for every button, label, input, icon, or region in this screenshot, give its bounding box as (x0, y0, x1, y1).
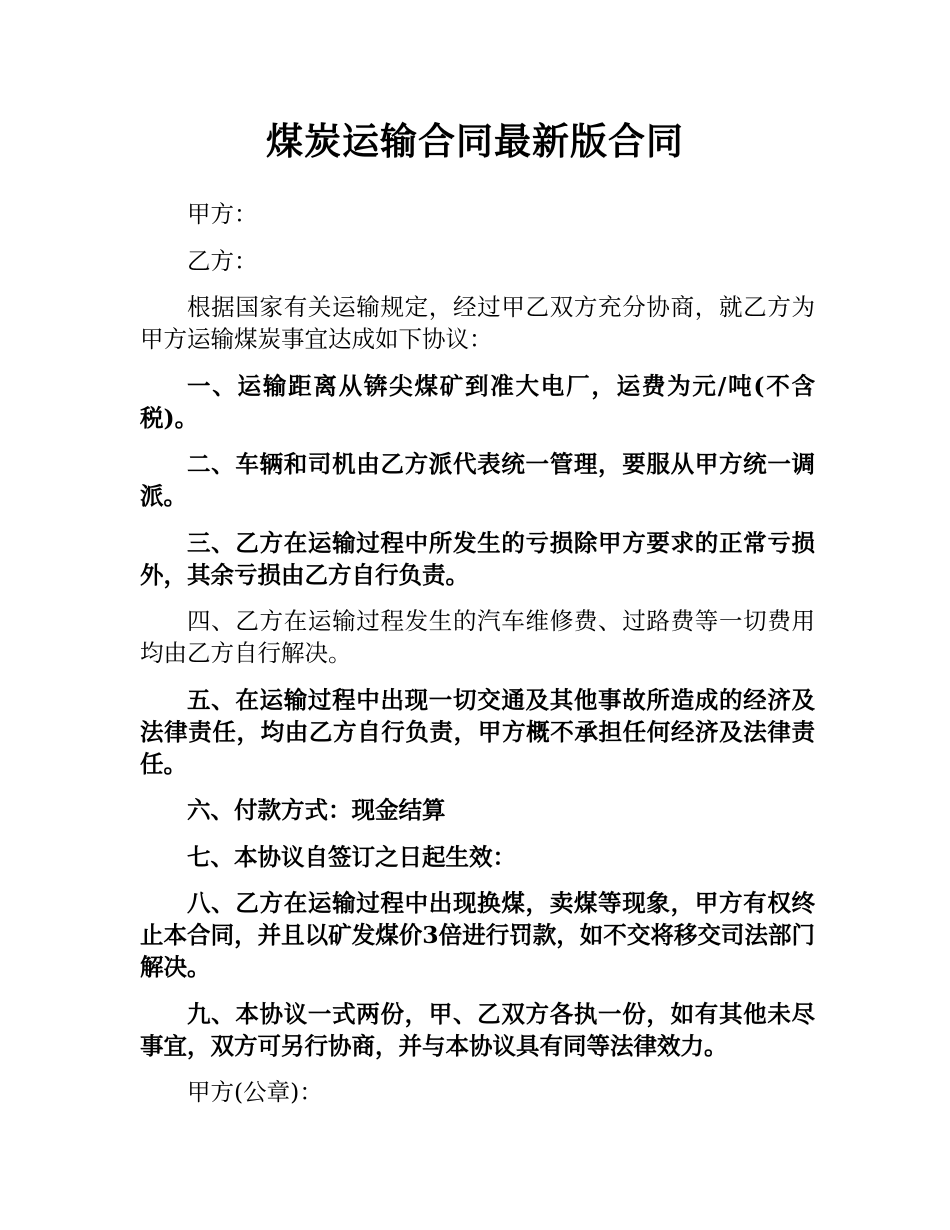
clause-7: 七、本协议自签订之日起生效： (187, 842, 516, 871)
document-title: 煤炭运输合同最新版合同 (266, 120, 684, 163)
party-b-line: 乙方： (187, 246, 258, 275)
intro-paragraph: 根据国家有关运输规定，经过甲乙双方充分协商，就乙方为甲方运输煤炭事宜达成如下协议： (140, 293, 815, 353)
clause-6: 六、付款方式：现金结算 (187, 796, 446, 824)
party-a-line: 甲方： (187, 200, 258, 228)
clause-5: 五、在运输过程中出现一切交通及其他事故所造成的经济及法律责任，均由乙方自行负责，甲方概不承担任何经济及法律责任。 (140, 685, 815, 778)
seal-line: 甲方(公章)： (187, 1078, 323, 1106)
clause-4: 四、乙方在运输过程发生的汽车维修费、过路费等一切费用均由乙方自行解决。 (140, 607, 815, 667)
clause-8: 八、乙方在运输过程中出现换煤，卖煤等现象，甲方有权终止本合同，并且以矿发煤价3倍进行罚款，如不交将移交司法部门解决。 (140, 889, 815, 981)
clause-3: 三、乙方在运输过程中所发生的亏损除甲方要求的正常亏损外，其余亏损由乙方自行负责。 (140, 528, 815, 589)
clause-2: 二、车辆和司机由乙方派代表统一管理，要服从甲方统一调派。 (140, 450, 815, 510)
clause-1: 一、运输距离从锛尖煤矿到准大电厂，运费为元/吨(不含税)。 (140, 371, 815, 432)
clause-9: 九、本协议一式两份，甲、乙双方各执一份，如有其他未尽事宜，双方可另行协商，并与本协议具有同等法律效力。 (140, 999, 815, 1060)
document-body (140, 198, 815, 1123)
